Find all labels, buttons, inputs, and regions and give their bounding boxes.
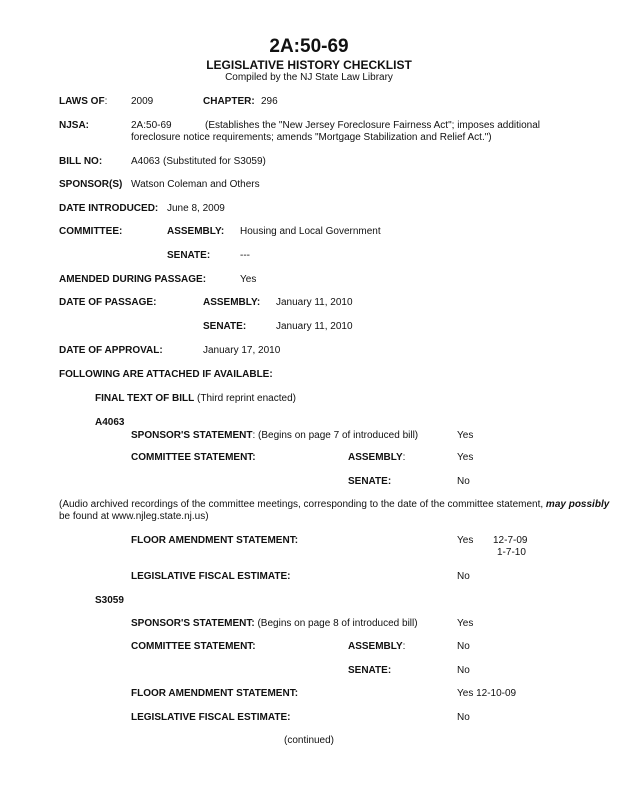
s3059-sponsor-statement-label: SPONSOR'S STATEMENT: [131, 618, 255, 629]
audio-note-line-1 [59, 499, 609, 511]
s3059-assembly-colon: : [402, 641, 406, 652]
a4063-assembly-value: Yes [457, 452, 474, 463]
a4063-floor-amendment-value: Yes [457, 535, 474, 546]
s3059-assembly-label-text: ASSEMBLY [348, 641, 403, 652]
s3059-sponsor-statement-note: (Begins on page 8 of introduced bill) [257, 618, 418, 629]
laws-of-colon: : [104, 96, 108, 107]
continued-note: (continued) [283, 735, 335, 746]
date-of-approval-label: DATE OF APPROVAL: [59, 345, 163, 356]
audio-note-line-2: be found at www.njleg.state.nj.us) [59, 511, 209, 522]
audio-note-text: (Audio archived recordings of the committee meetings, corresponding to the date of the committee statement, [59, 499, 546, 510]
a4063-senate-label: SENATE: [348, 476, 392, 487]
bill-no-label: BILL NO: [59, 156, 103, 167]
final-text-line [95, 393, 296, 405]
date-introduced-value: June 8, 2009 [167, 203, 225, 214]
a4063-sponsor-statement-note: : (Begins on page 7 of introduced bill) [252, 430, 419, 441]
s3059-committee-statement-label: COMMITTEE STATEMENT: [131, 641, 256, 652]
sponsors-label: SPONSOR(S) [59, 179, 123, 190]
a4063-committee-statement-label: COMMITTEE STATEMENT: [131, 452, 256, 463]
laws-of-label-text: LAWS OF [59, 96, 105, 107]
passage-senate-label: SENATE: [203, 321, 247, 332]
s3059-sponsor-statement-value: Yes [457, 618, 474, 629]
s3059-fiscal-estimate-value: No [457, 712, 470, 723]
laws-of-label [59, 96, 107, 108]
s3059-heading: S3059 [95, 595, 124, 606]
s3059-sponsor-statement [131, 618, 418, 630]
s3059-assembly-label [348, 641, 405, 653]
sponsors-value: Watson Coleman and Others [131, 179, 260, 190]
bill-no-note: (Substituted for S3059) [163, 156, 266, 167]
passage-senate-value: January 11, 2010 [276, 321, 353, 332]
page-subtitle: Compiled by the NJ State Law Library [225, 72, 393, 83]
audio-note-emphasis: may possibly [545, 499, 610, 510]
a4063-assembly-colon: : [402, 452, 406, 463]
committee-label: COMMITTEE: [59, 226, 123, 237]
njsa-value: 2A:50-69 [131, 120, 172, 131]
s3059-floor-amendment-value: Yes 12-10-09 [457, 688, 517, 699]
amended-value: Yes [240, 274, 257, 285]
a4063-senate-value: No [457, 476, 470, 487]
committee-assembly-value: Housing and Local Government [240, 226, 381, 237]
laws-of-value: 2009 [131, 96, 154, 107]
final-text-note: (Third reprint enacted) [197, 393, 296, 404]
njsa-description: (Establishes the "New Jersey Foreclosure Fairness Act"; imposes additional foreclosure notice requirements; amends "Mortgage Stabilization and Relief Act.") [131, 120, 541, 143]
a4063-floor-date-1: 12-7-09 [493, 535, 528, 546]
njsa-label: NJSA: [59, 120, 90, 131]
a4063-heading: A4063 [95, 417, 125, 428]
s3059-senate-label: SENATE: [348, 665, 392, 676]
a4063-sponsor-statement [131, 430, 418, 442]
s3059-floor-amendment-label: FLOOR AMENDMENT STATEMENT: [131, 688, 299, 699]
a4063-sponsor-statement-label: SPONSOR'S STATEMENT [131, 430, 253, 441]
chapter-label: CHAPTER: [203, 96, 255, 107]
final-text-label: FINAL TEXT OF BILL [95, 393, 195, 404]
committee-senate-value: --- [240, 250, 250, 261]
statute-number: 2A:50-69 [269, 36, 349, 57]
amended-label: AMENDED DURING PASSAGE: [59, 274, 207, 285]
a4063-fiscal-estimate-value: No [457, 571, 470, 582]
committee-assembly-label: ASSEMBLY: [167, 226, 225, 237]
a4063-floor-date-2: 1-7-10 [497, 547, 526, 558]
a4063-sponsor-statement-value: Yes [457, 430, 474, 441]
a4063-fiscal-estimate-label: LEGISLATIVE FISCAL ESTIMATE: [131, 571, 291, 582]
passage-assembly-label: ASSEMBLY: [203, 297, 261, 308]
passage-assembly-value: January 11, 2010 [276, 297, 353, 308]
s3059-fiscal-estimate-label: LEGISLATIVE FISCAL ESTIMATE: [131, 712, 291, 723]
chapter-value: 296 [261, 96, 278, 107]
bill-no-value: A4063 [131, 156, 160, 167]
s3059-senate-value: No [457, 665, 470, 676]
a4063-assembly-label-text: ASSEMBLY [348, 452, 403, 463]
date-introduced-label: DATE INTRODUCED: [59, 203, 159, 214]
s3059-assembly-value: No [457, 641, 470, 652]
a4063-floor-amendment-label: FLOOR AMENDMENT STATEMENT: [131, 535, 299, 546]
date-of-approval-value: January 17, 2010 [203, 345, 281, 356]
a4063-assembly-label [348, 452, 405, 464]
page-title: LEGISLATIVE HISTORY CHECKLIST [206, 58, 412, 72]
attached-heading: FOLLOWING ARE ATTACHED IF AVAILABLE: [59, 369, 273, 380]
committee-senate-label: SENATE: [167, 250, 211, 261]
date-of-passage-label: DATE OF PASSAGE: [59, 297, 157, 308]
